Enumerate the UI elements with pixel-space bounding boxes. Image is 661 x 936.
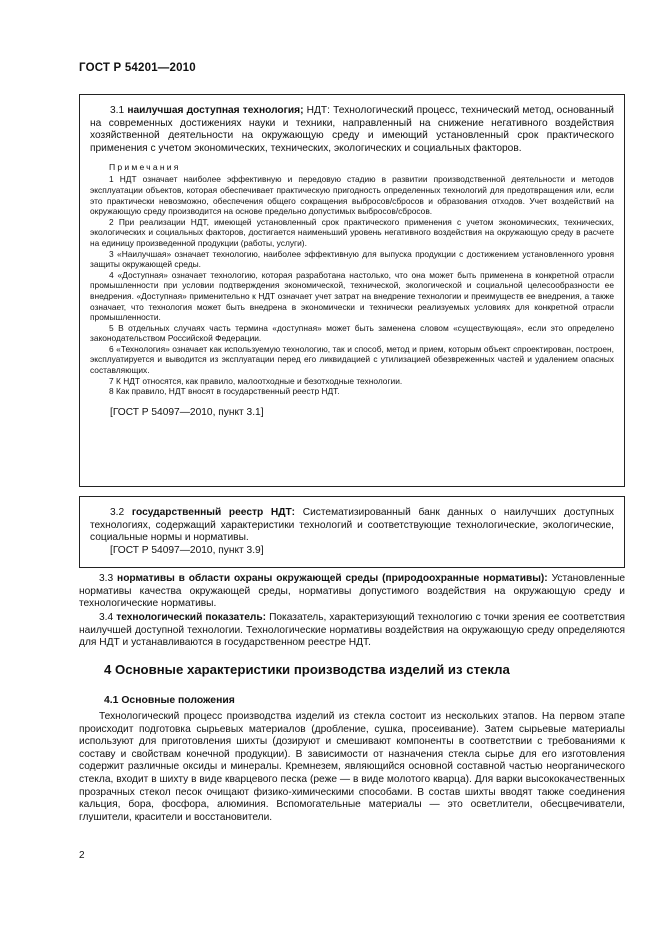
term-definition: Систематизированный банк данных о наилучших доступных технологиях, содержащий характеристики технологий и соответствующие технологические, экологические, социальные нормы и нормативы. (90, 507, 614, 544)
section-4-1-body (79, 711, 625, 824)
note-7: 7 К НДТ относятся, как правило, малоотходные и безотходные технологии. (109, 375, 403, 386)
term-number: 3.4 (99, 612, 114, 623)
term-name: государственный реестр НДТ: (131, 507, 296, 518)
term-number: 3.2 (110, 507, 125, 518)
note-1: 1 НДТ означает наиболее эффективную и передовую стадию в развитии производственной деятельности и методов эксплуатации объектов, которая обеспечивает практическую пригодность определенных технологий для предотвращения или, если это практически невозможно, обеспечения общего сокращения выбросов/сбросов и образования отходов. Учет воздействий на окружающую среду производится на основе предельно допустимых выбросов/сбросов. (90, 174, 614, 217)
notes-title: Примечания (109, 162, 181, 173)
term-definition: Установленные нормативы качества окружающей среды, нормативы допустимого воздействия на окружающую среду и технологические нормативы. (79, 573, 625, 610)
definition-box-3-1 (79, 94, 625, 487)
definition-box-3-2 (79, 496, 625, 568)
note-6: 6 «Технология» означает как используемую технологию, так и способ, метод и прием, которым объект спроектирован, построен, эксплуатируется и выводится из эксплуатации перед его ликвидацией с утилизацией обезвреженных частей и удалением опасных составляющих. (90, 343, 614, 376)
note-2: 2 При реализации НДТ, имеющей установленный срок практического применения с учетом экономических, технических, экологических и социальных факторов, достигается наименьший уровень негативного воздействия на окружающую среду в расчете на единицу произведенной продукции (работы, услуги). (90, 216, 614, 248)
term-name: наилучшая доступная технология; (127, 105, 304, 116)
term-number: 3.3 (99, 573, 114, 584)
term-3-4-paragraph (79, 612, 625, 650)
term-3-3-paragraph (79, 573, 625, 611)
document-header: ГОСТ Р 54201—2010 (79, 62, 196, 74)
note-4: 4 «Доступная» означает технологию, которая разработана настолько, что она может быть применена в конкретной отрасли промышленности при условии подтверждения экономической, технической, экологической и социальной целесообразности ее внедрения. «Доступная» применительно к НДТ означает учет затрат на внедрение технологии и преимуществ ее внедрения, а также означает, что технология может быть внедрена в экономически и технически реализуемых условиях для конкретной отрасли промышленности. (90, 269, 614, 323)
term-3-4 (79, 612, 625, 650)
term-3-2-paragraph (90, 507, 614, 545)
section-4-heading: 4 Основные характеристики производства изделий из стекла (104, 662, 510, 677)
section-4-1-heading: 4.1 Основные положения (104, 695, 235, 706)
term-name: нормативы в области охраны окружающей среды (природоохранные нормативы): (117, 573, 548, 584)
term-number: 3.1 (110, 105, 125, 116)
term-name: технологический показатель: (116, 612, 267, 623)
term-3-3 (79, 573, 625, 611)
term-definition: Показатель, характеризующий технологию с точки зрения ее соответствия наилучшей доступной технологии. Технологические нормативы воздействия на окружающую среду определяются для НДТ и устанавливаются в государственном реестре НДТ. (79, 612, 625, 649)
page-number: 2 (79, 850, 85, 861)
term-definition: НДТ: Технологический процесс, технический метод, основанный на современных достижениях науки и техники, направленный на снижение негативного воздействия хозяйственной деятельности на окружающую среду и имеющий установленный срок практического применения с учетом экономических, технических, экологических и социальных факторов. (90, 105, 614, 154)
note-8: 8 Как правило, НДТ вносят в государственный реестр НДТ. (109, 386, 340, 397)
reference-3-2: [ГОСТ Р 54097—2010, пункт 3.9] (110, 544, 264, 556)
term-3-1-paragraph (90, 105, 614, 155)
section-4-1-paragraph: Технологический процесс производства изделий из стекла состоит из нескольких этапов. На первом этапе происходит подготовка сырьевых материалов (дробление, сушка, просеивание). Затем сырьевые материалы используют для приготовления шихты (дозируют и смешивают компоненты в соответствии с требованиями к составу и свойствам конечной продукции). В зависимости от назначения стекла сырье для его изготовления содержит различные оксиды и минералы. Кремнезем, являющийся основной составной частью неорганического стекла, входит в шихту в виде кварцевого песка (реже — в виде молотого кварца). Для варки высококачественных прозрачных стекол песок очищают физико-химическими способами. В состав шихты вводят также соединения кальция, бора, фосфора, алюминия. Вспомогательные материалы — это осветлители, обесцвечиватели, глушители, красители и восстановители. (79, 711, 625, 823)
note-5: 5 В отдельных случаях часть термина «доступная» может быть заменена словом «существующая», если это определено законодательством Российской Федерации. (90, 322, 614, 344)
note-3: 3 «Наилучшая» означает технологию, наиболее эффективную для выпуска продукции с достижением установленного уровня защиты окружающей среды. (90, 248, 614, 270)
reference-3-1: [ГОСТ Р 54097—2010, пункт 3.1] (110, 406, 264, 418)
